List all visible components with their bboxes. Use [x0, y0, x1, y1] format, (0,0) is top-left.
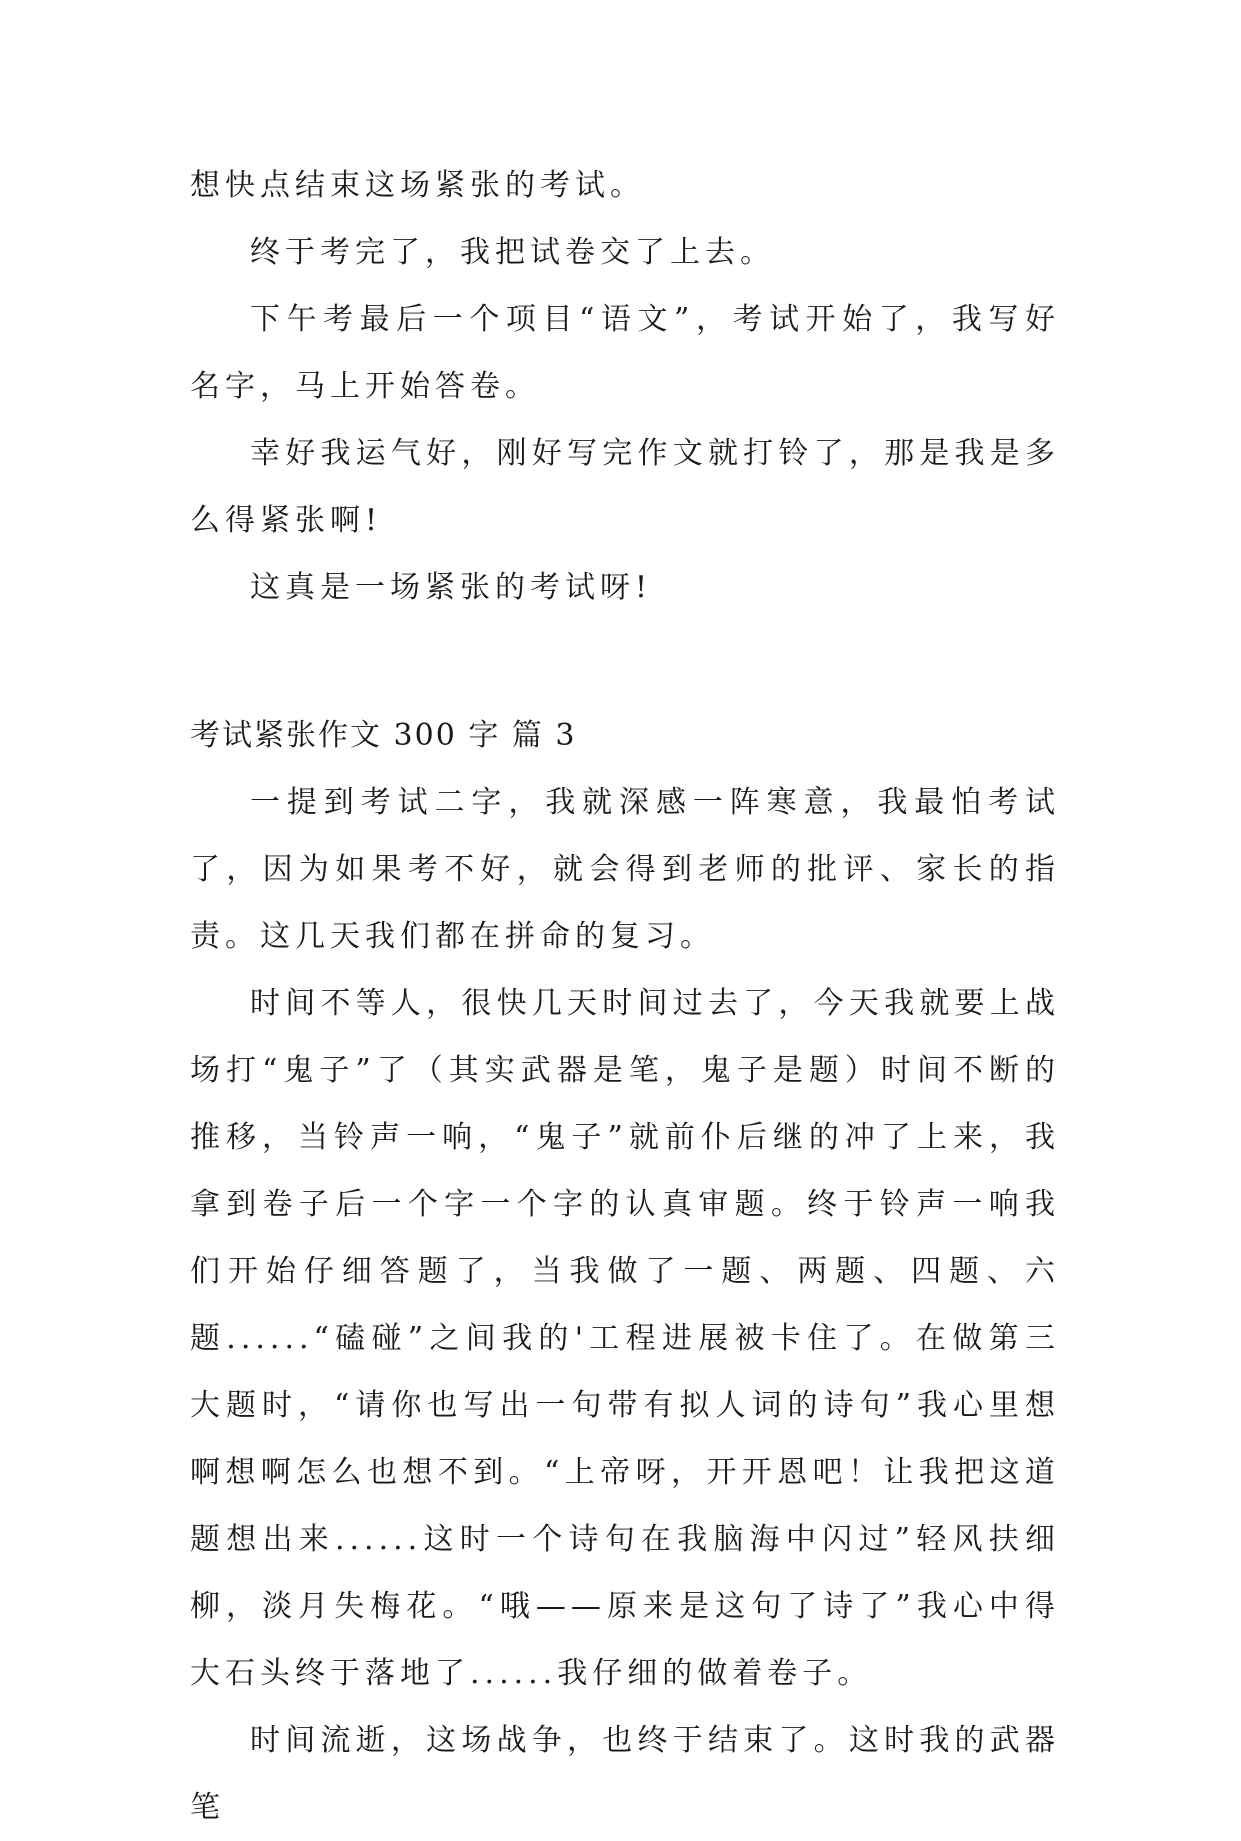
- section-title: 考试紧张作文 300 字 篇 3: [190, 718, 577, 753]
- paragraph-conclusion: 这真是一场紧张的考试呀!: [250, 570, 653, 605]
- paragraph-continuation: 想快点结束这场紧张的考试。: [190, 168, 645, 203]
- paragraph-lucky: 幸好我运气好，刚好写完作文就打铃了，那是我是多么得紧张啊!: [190, 436, 1060, 538]
- document-body: [190, 152, 1060, 1841]
- paragraph-end-fragment: 时间流逝，这场战争，也终于结束了。这时我的武器笔: [190, 1723, 1060, 1825]
- paragraph-finished: 终于考完了，我把试卷交了上去。: [250, 235, 775, 270]
- paragraph-exam-day: 时间不等人，很快几天时间过去了，今天我就要上战场打“鬼子”了（其实武器是笔，鬼子是题）时间不断的推移，当铃声一响，“鬼子”就前仆后继的冲了上来，我拿到卷子后一个字一个字的认真审题。终于铃声一响我们开始仔细答题了，当我做了一题、两题、四题、六题......“磕碰”之间我的'工程进展被卡住了。在做第三大题时，“请你也写出一句带有拟人词的诗句”我心里想啊想啊怎么也想不到。“上帝呀，开开恩吧！让我把这道题想出来......这时一个诗句在我脑海中闪过”轻风扶细柳，淡月失梅花。“哦——原来是这句了诗了”我心中得大石头终于落地了......我仔细的做着卷子。: [190, 986, 1060, 1691]
- paragraph-afternoon: 下午考最后一个项目“语文”，考试开始了，我写好名字，马上开始答卷。: [190, 302, 1060, 404]
- paragraph-intro: 一提到考试二字，我就深感一阵寒意，我最怕考试了，因为如果考不好，就会得到老师的批评、家长的指责。这几天我们都在拼命的复习。: [190, 785, 1060, 954]
